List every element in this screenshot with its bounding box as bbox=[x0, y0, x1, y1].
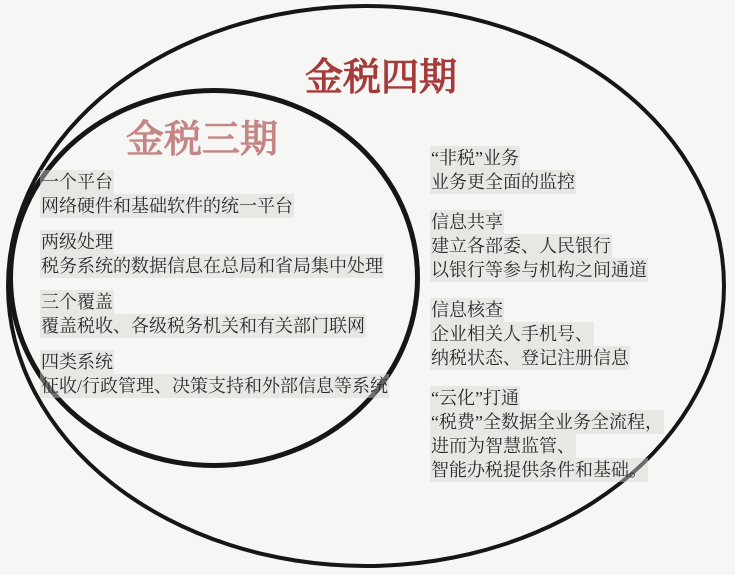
phase3-item-processing bbox=[40, 230, 400, 278]
item-line: 建立各部委、人民银行 bbox=[431, 236, 611, 256]
item-line: 智能办税提供条件和基础。 bbox=[431, 460, 647, 480]
phase4-item-nontax bbox=[430, 146, 710, 194]
phase4-item-cloudification bbox=[430, 386, 710, 482]
item-line: “税费”全数据全业务全流程， bbox=[431, 412, 663, 432]
item-line: 企业相关人手机号、 bbox=[431, 324, 593, 344]
item-heading: 三个覆盖 bbox=[41, 292, 113, 312]
phase3-item-list bbox=[40, 170, 400, 410]
item-heading: 两级处理 bbox=[41, 232, 113, 252]
item-line: 纳税状态、登记注册信息 bbox=[431, 348, 629, 368]
item-line: 以银行等参与机构之间通道 bbox=[431, 260, 647, 280]
item-line: 业务更全面的监控 bbox=[431, 172, 575, 192]
phase3-item-coverage bbox=[40, 290, 400, 338]
outer-title-phase4: 金税四期 bbox=[305, 57, 458, 99]
item-heading: 信息核查 bbox=[431, 300, 503, 320]
phase4-item-info-sharing bbox=[430, 210, 710, 282]
item-heading: 信息共享 bbox=[431, 212, 503, 232]
item-heading: 一个平台 bbox=[41, 172, 113, 192]
phase3-item-systems bbox=[40, 350, 400, 398]
phase4-item-info-verification bbox=[430, 298, 710, 370]
item-line: 征收/行政管理、决策支持和外部信息等系统 bbox=[41, 376, 388, 396]
phase4-item-list bbox=[430, 146, 710, 498]
item-heading: “云化”打通 bbox=[431, 388, 519, 408]
item-heading: “非税”业务 bbox=[431, 148, 519, 168]
inner-title-phase3: 金税三期 bbox=[126, 119, 279, 161]
phase3-item-platform bbox=[40, 170, 400, 218]
item-line: 覆盖税收、各级税务机关和有关部门联网 bbox=[41, 316, 365, 336]
item-line: 进而为智慧监管、 bbox=[431, 436, 575, 456]
item-heading: 四类系统 bbox=[41, 352, 113, 372]
item-line: 网络硬件和基础软件的统一平台 bbox=[41, 196, 293, 216]
item-line: 税务系统的数据信息在总局和省局集中处理 bbox=[41, 256, 383, 276]
